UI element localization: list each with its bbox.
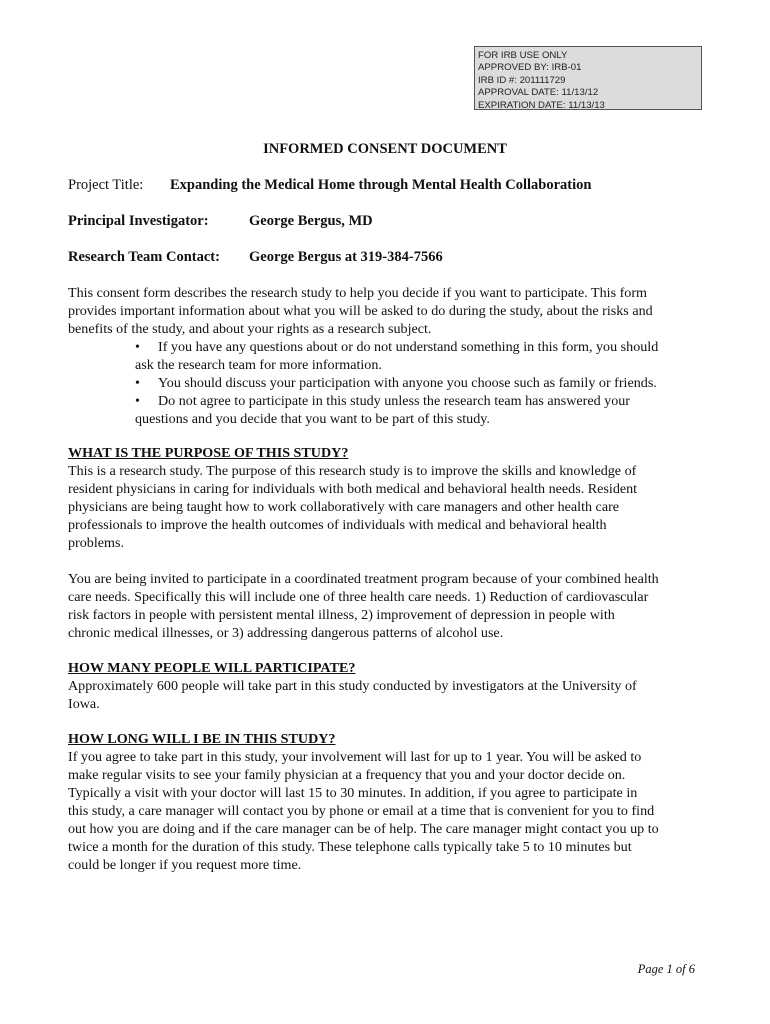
participants-paragraph <box>68 677 708 713</box>
text-line: chronic medical illnesses, or 3) addressing dangerous patterns of alcohol use. <box>68 625 504 641</box>
text-line: twice a month for the duration of this study. These telephone calls typically take 5 to 10 minutes but <box>68 839 632 855</box>
bullet-dot: • <box>135 375 140 391</box>
pi-label: Principal Investigator: <box>68 213 209 229</box>
pi-value: George Bergus, MD <box>249 213 373 229</box>
text-line: physicians are being taught how to work collaboratively with care managers and other health care <box>68 499 620 515</box>
irb-line: APPROVAL DATE: 11/13/12 <box>478 87 599 99</box>
text-line: This consent form describes the research study to help you decide if you want to participate. This form <box>68 285 647 301</box>
text-line: could be longer if you request more time. <box>68 857 302 873</box>
document-title: INFORMED CONSENT DOCUMENT <box>263 141 507 157</box>
research-contact-row <box>68 249 443 266</box>
text-line: If you agree to take part in this study, your involvement will last for up to 1 year. You will be asked to <box>68 749 642 765</box>
text-line: problems. <box>68 535 124 551</box>
irb-line: APPROVED BY: IRB-01 <box>478 62 582 74</box>
irb-line: IRB ID #: 201111729 <box>478 74 566 86</box>
duration-paragraph <box>68 748 708 874</box>
bullet-dot: • <box>135 339 140 355</box>
text-line: Approximately 600 people will take part in this study conducted by investigators at the University of <box>68 678 637 694</box>
project-title-label: Project Title: <box>68 177 144 193</box>
bullet-item <box>135 338 715 356</box>
text-line: make regular visits to see your family physician at a frequency that you and your doctor decide on. <box>68 767 626 783</box>
purpose-paragraph-2 <box>68 570 708 642</box>
irb-stamp-box <box>474 46 702 110</box>
bullet-text: Do not agree to participate in this study unless the research team has answered your <box>158 393 630 409</box>
text-line: out how you are doing and if the care manager can be of help. The care manager might contact you up to <box>68 821 659 837</box>
bullet-text: You should discuss your participation with anyone you choose such as family or friends. <box>158 375 657 391</box>
bullet-continuation: ask the research team for more information. <box>135 357 382 373</box>
intro-paragraph <box>68 284 708 338</box>
text-line: resident physicians in caring for individuals with both medical and behavioral health needs. Resident <box>68 481 638 497</box>
text-line: care needs. Specifically this will include one of three health care needs. 1) Reduction of cardiovascular <box>68 589 649 605</box>
bullet-continuation: questions and you decide that you want to be part of this study. <box>135 411 490 427</box>
contact-value: George Bergus at 319-384-7566 <box>249 249 443 265</box>
purpose-paragraph-1 <box>68 462 708 552</box>
duration-heading: HOW LONG WILL I BE IN THIS STUDY? <box>68 731 336 747</box>
text-line: benefits of the study, and about your rights as a research subject. <box>68 321 432 337</box>
text-line: professionals to improve the health outcomes of individuals with medical and behavioral health <box>68 517 607 533</box>
text-line: this study, a care manager will contact you by phone or email at a time that is convenient for you to find <box>68 803 655 819</box>
text-line: provides important information about what you will be asked to do during the study, about the risks and <box>68 303 653 319</box>
text-line: Typically a visit with your doctor will last 15 to 30 minutes. In addition, if you agree to participate in <box>68 785 638 801</box>
bullet-item <box>135 392 715 410</box>
project-title-value: Expanding the Medical Home through Mental Health Collaboration <box>170 177 592 193</box>
irb-line: FOR IRB USE ONLY <box>478 50 568 61</box>
bullet-text: If you have any questions about or do not understand something in this form, you should <box>158 339 659 355</box>
text-line: Iowa. <box>68 696 100 712</box>
bullet-dot: • <box>135 393 140 409</box>
text-line: You are being invited to participate in a coordinated treatment program because of your combined health <box>68 571 659 587</box>
principal-investigator-row <box>68 213 373 230</box>
contact-label: Research Team Contact: <box>68 249 220 265</box>
project-title-row <box>68 177 592 194</box>
page-number: Page 1 of 6 <box>637 962 695 976</box>
participants-heading: HOW MANY PEOPLE WILL PARTICIPATE? <box>68 660 356 676</box>
bullet-item <box>135 374 715 392</box>
text-line: risk factors in people with persistent mental illness, 2) improvement of depression in people with <box>68 607 615 623</box>
purpose-heading: WHAT IS THE PURPOSE OF THIS STUDY? <box>68 445 349 461</box>
consent-bullet-list <box>135 338 715 428</box>
text-line: This is a research study. The purpose of this research study is to improve the skills and knowledge of <box>68 463 637 479</box>
irb-line: EXPIRATION DATE: 11/13/13 <box>478 99 605 111</box>
